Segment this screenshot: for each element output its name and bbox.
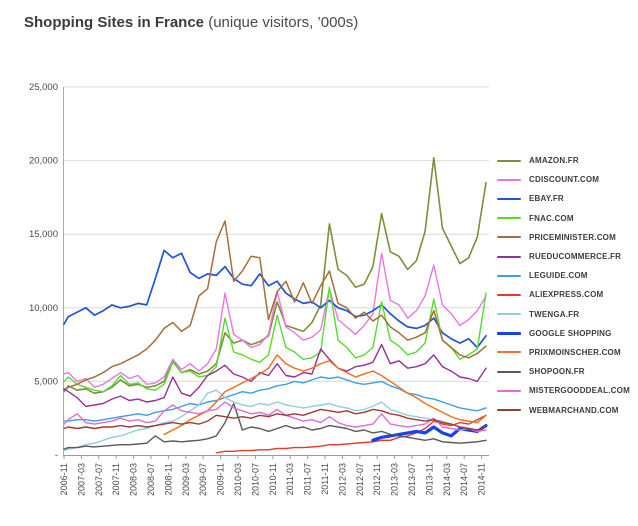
x-tick-label: 2011-03 — [285, 463, 296, 496]
legend-item-rueducommerce-fr — [497, 247, 637, 266]
legend-swatch-prixmoinscher-com — [497, 351, 521, 353]
x-tick-label: 2007-07 — [93, 463, 104, 497]
legend-swatch-priceminister-com — [497, 236, 521, 238]
x-tick-label: 2009-03 — [180, 463, 191, 497]
x-tick-label: 2012-11 — [372, 463, 383, 496]
legend-label-cdiscount-com: CDISCOUNT.COM — [529, 175, 600, 185]
x-tick-label: 2013-11 — [424, 463, 435, 496]
x-tick-label: 2007-03 — [76, 463, 87, 497]
legend-item-aliexpress-com — [497, 285, 637, 304]
legend-swatch-ebay-fr — [497, 198, 521, 200]
x-tick-label: 2010-03 — [233, 463, 244, 497]
legend-item-twenga-fr — [497, 305, 637, 324]
chart-legend — [497, 151, 637, 420]
x-tick-label: 2008-11 — [163, 463, 174, 496]
legend-item-ebay-fr — [497, 189, 637, 208]
legend-swatch-cdiscount-com — [497, 179, 521, 181]
y-tick-label: 5,000 — [34, 376, 58, 388]
legend-label-leguide-com: LEGUIDE.COM — [529, 271, 588, 281]
legend-label-amazon-fr: AMAZON.FR — [529, 156, 579, 166]
x-tick-label: 2010-07 — [250, 463, 261, 497]
legend-swatch-mistergooddeal-com — [497, 390, 521, 392]
legend-swatch-webmarchand-com — [497, 409, 521, 411]
legend-swatch-shopoon-fr — [497, 371, 521, 373]
legend-item-shopoon-fr — [497, 362, 637, 381]
x-tick-label: 2007-11 — [111, 463, 122, 496]
legend-label-rueducommerce-fr: RUEDUCOMMERCE.FR — [529, 252, 622, 262]
legend-item-google-shopping — [497, 324, 637, 343]
legend-item-fnac-com — [497, 209, 637, 228]
x-tick-label: 2008-03 — [128, 463, 139, 497]
legend-label-shopoon-fr: SHOPOON.FR — [529, 367, 585, 377]
x-tick-label: 2008-07 — [146, 463, 157, 497]
legend-item-mistergooddeal-com — [497, 381, 637, 400]
legend-label-aliexpress-com: ALIEXPRESS.COM — [529, 290, 604, 300]
legend-label-ebay-fr: EBAY.FR — [529, 194, 564, 204]
chart-title-main: Shopping Sites in France — [24, 14, 209, 31]
legend-item-cdiscount-com — [497, 170, 637, 189]
legend-swatch-rueducommerce-fr — [497, 256, 521, 258]
x-tick-label: 2014-07 — [459, 463, 470, 497]
x-tick-label: 2012-07 — [354, 463, 365, 497]
legend-item-amazon-fr — [497, 151, 637, 170]
y-tick-label: - — [54, 450, 58, 461]
y-tick-label: 20,000 — [28, 155, 58, 167]
x-tick-label: 2014-03 — [441, 463, 452, 497]
legend-item-webmarchand-com — [497, 400, 637, 419]
x-tick-label: 2011-07 — [302, 463, 313, 496]
x-tick-label: 2006-11 — [59, 463, 69, 496]
legend-swatch-leguide-com — [497, 275, 521, 277]
x-tick-label: 2011-11 — [320, 463, 331, 495]
y-tick-label: 15,000 — [28, 229, 58, 241]
legend-label-priceminister-com: PRICEMINISTER.COM — [529, 232, 616, 242]
legend-label-prixmoinscher-com: PRIXMOINSCHER.COM — [529, 347, 621, 357]
legend-label-mistergooddeal-com: MISTERGOODDEAL.COM — [529, 386, 630, 396]
legend-item-priceminister-com — [497, 228, 637, 247]
x-tick-label: 2009-11 — [215, 463, 226, 496]
legend-label-twenga-fr: TWENGA.FR — [529, 309, 580, 319]
legend-label-google-shopping: GOOGLE SHOPPING — [529, 328, 612, 338]
x-tick-label: 2013-07 — [407, 463, 418, 497]
chart-title-subtitle: (unique visitors, ’000s) — [208, 14, 359, 31]
legend-swatch-fnac-com — [497, 217, 521, 219]
x-tick-label: 2014-11 — [476, 463, 487, 496]
x-tick-label: 2009-07 — [198, 463, 209, 497]
series-line-google-shopping — [373, 426, 486, 441]
legend-swatch-aliexpress-com — [497, 294, 521, 296]
x-tick-label: 2010-11 — [267, 463, 278, 496]
legend-item-prixmoinscher-com — [497, 343, 637, 362]
legend-label-webmarchand-com: WEBMARCHAND.COM — [529, 405, 619, 415]
x-tick-label: 2012-03 — [337, 463, 348, 497]
y-tick-label: 25,000 — [28, 82, 58, 93]
legend-swatch-amazon-fr — [497, 160, 521, 162]
legend-item-leguide-com — [497, 266, 637, 285]
y-tick-label: 10,000 — [28, 302, 58, 314]
x-tick-label: 2013-03 — [389, 463, 400, 497]
legend-label-fnac-com: FNAC.COM — [529, 213, 574, 223]
legend-swatch-google-shopping — [497, 332, 521, 335]
legend-swatch-twenga-fr — [497, 313, 521, 315]
